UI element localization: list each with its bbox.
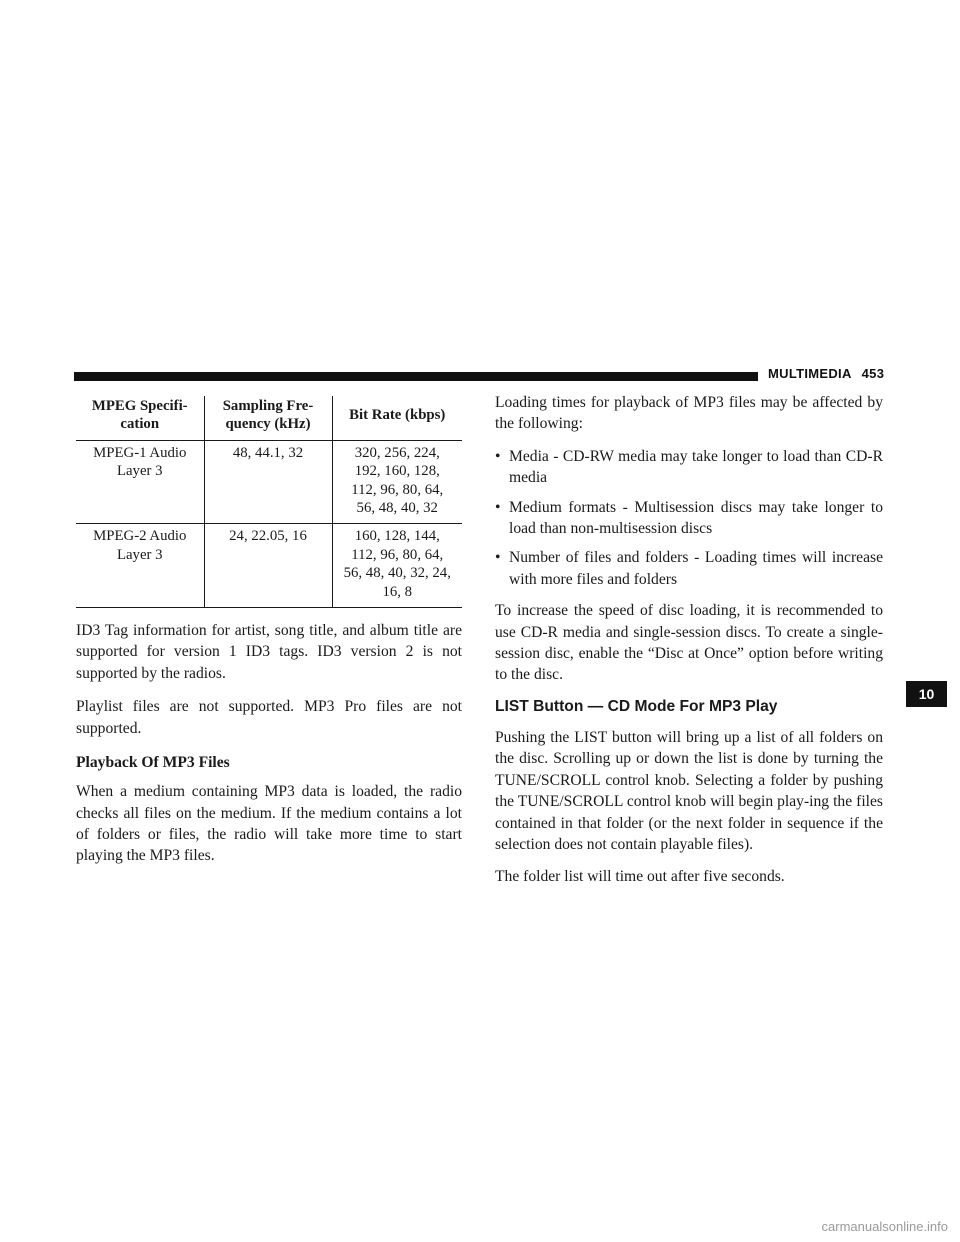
cell-bitrate: 320, 256, 224, 192, 160, 128, 112, 96, 80, 64, 56, 48, 40, 32 xyxy=(332,440,462,524)
cell-bitrate: 160, 128, 144, 112, 96, 80, 64, 56, 48, 40, 32, 24, 16, 8 xyxy=(332,524,462,608)
table-row xyxy=(76,524,462,608)
paragraph-playlist: Playlist files are not supported. MP3 Pro files are not supported. xyxy=(76,698,462,737)
paragraph-disc-speed: To increase the speed of disc loading, it is recommended to use CD-R media and single-session discs. To create a single-session disc, enable the “Disc at Once” option before writing to the disc. xyxy=(495,602,883,684)
heading-list-button: LIST Button — CD Mode For MP3 Play xyxy=(495,697,778,715)
mpeg-spec-table xyxy=(76,396,462,608)
list-item: • Number of files and folders - Loading times will increase with more files and folders xyxy=(495,549,883,588)
paragraph-playback: When a medium containing MP3 data is loaded, the radio checks all files on the medium. If the medium contains a lot of folders or files, the radio will take more time to start playing the MP3 files. xyxy=(76,783,462,865)
paragraph-id3-tags: ID3 Tag information for artist, song title, and album title are supported for version 1 ID3 tags. ID3 version 2 is not supported by the radios. xyxy=(76,622,462,682)
list-item: • Media - CD-RW media may take longer to load than CD-R media xyxy=(495,447,883,487)
paragraph-timeout: The folder list will time out after five seconds. xyxy=(495,868,785,886)
header-cell-bitrate: Bit Rate (kbps) xyxy=(332,396,462,440)
loading-factors-list xyxy=(495,446,883,590)
page-number: 453 xyxy=(861,366,885,381)
list-item: • Medium formats - Multisession discs may take longer to load than non-multisession discs xyxy=(495,498,883,538)
cell-spec: MPEG-1 Audio Layer 3 xyxy=(76,440,204,524)
table-row xyxy=(76,440,462,524)
watermark: carmanualsonline.info xyxy=(821,1219,948,1234)
section-title: MULTIMEDIA xyxy=(768,366,852,381)
table-header-row xyxy=(76,396,462,440)
bullet-icon: • xyxy=(495,549,501,567)
running-header xyxy=(768,366,884,381)
right-column xyxy=(495,392,883,899)
cell-spec: MPEG-2 Audio Layer 3 xyxy=(76,524,204,608)
header-cell-spec: MPEG Specifi- cation xyxy=(76,396,204,440)
paragraph-list-button: Pushing the LIST button will bring up a list of all folders on the disc. Scrolling up or down the list is done by turning the TUNE/SCROLL control knob. Selecting a folder by pushing the TUNE/SCROLL control knob will begin play-ing the files contained in that folder (or the next folder in sequence if the selection does not contain playable files). xyxy=(495,728,883,853)
bullet-icon: • xyxy=(495,447,501,465)
left-column xyxy=(76,396,462,867)
header-rule xyxy=(74,372,758,381)
heading-playback: Playback Of MP3 Files xyxy=(76,754,230,772)
cell-frequency: 24, 22.05, 16 xyxy=(204,524,332,608)
header-cell-frequency: Sampling Fre- quency (kHz) xyxy=(204,396,332,440)
bullet-icon: • xyxy=(495,498,501,516)
paragraph-loading-times: Loading times for playback of MP3 files may be affected by the following: xyxy=(495,394,883,433)
chapter-tab: 10 xyxy=(906,681,947,707)
cell-frequency: 48, 44.1, 32 xyxy=(204,440,332,524)
